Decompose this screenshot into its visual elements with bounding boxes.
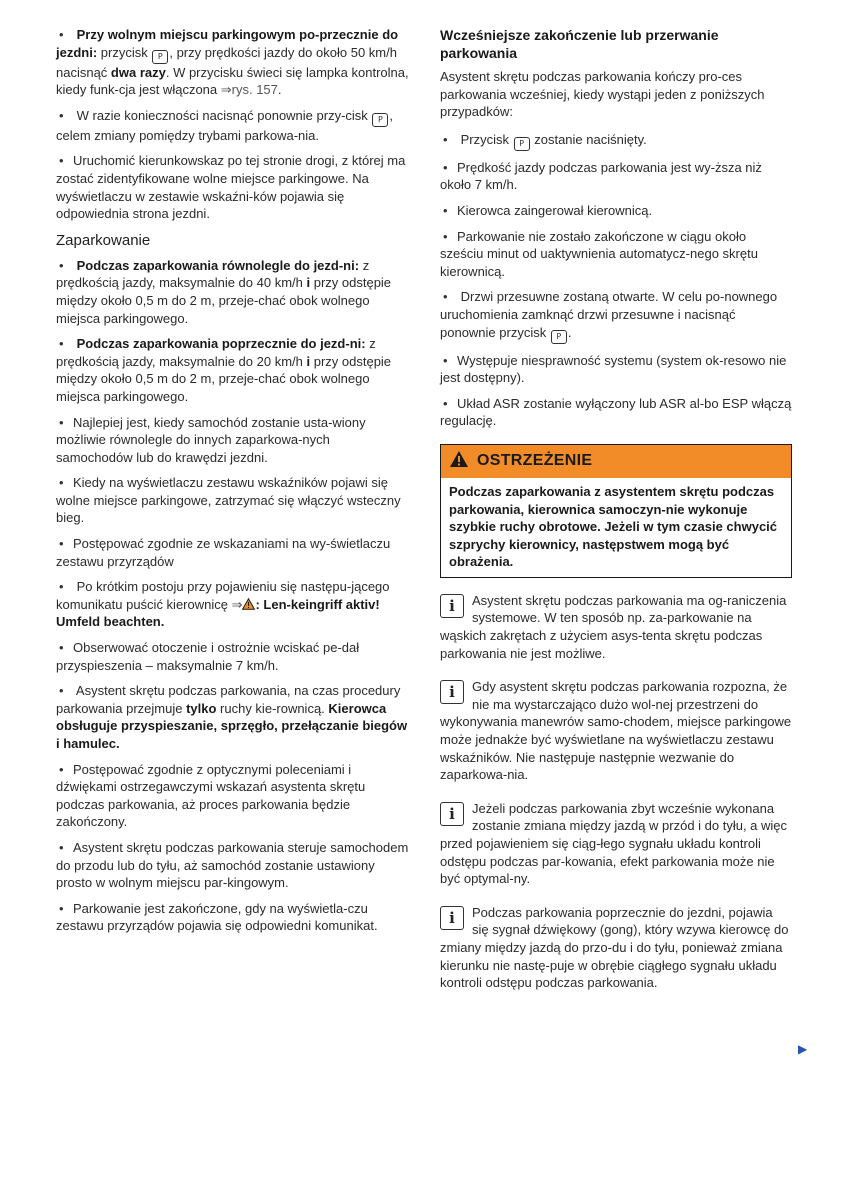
list-item: • Kierowca zaingerował kierownicą. xyxy=(440,202,792,220)
list-item: • Podczas zaparkowania poprzecznie do jezd-ni: z prędkością jazdy, maksymalnie do 20 km/h i przy odstępie między około 0,5 m do 2 m, przeje-chać obok wolnego miejsca parkingowego. xyxy=(56,335,410,405)
list-item: • Prędkość jazdy podczas parkowania jest wy-ższa niż około 7 km/h. xyxy=(440,159,792,194)
park-assist-button-icon: P xyxy=(514,137,530,151)
list-item: • Postępować zgodnie z optycznymi poleceniami i dźwiękami ostrzegawczymi wskazań asystenta skrętu podczas parkowania, aż proces parkowania będzie zakończony. xyxy=(56,761,410,831)
bold-lead: Przy wolnym miejscu parkingowym po-przecznie do jezdni: xyxy=(56,27,399,60)
info-icon: i xyxy=(440,802,464,826)
park-assist-button-icon: P xyxy=(372,113,388,127)
intro-text: Asystent skrętu podczas parkowania kończy pro-ces parkowania wcześniej, kiedy wystąpi jeden z poniższych przypadków: xyxy=(440,69,765,120)
list-item: • Asystent skrętu podczas parkowania, na czas procedury parkowania przejmuje tylko ruchy kie-rownicą. Kierowca obsługuje przyspieszanie, sprzęgło, przełączanie biegów i hamulec. xyxy=(56,682,410,752)
park-assist-button-icon: P xyxy=(551,330,567,344)
list-item: • Parkowanie jest zakończone, gdy na wyświetla-czu zestawu przyrządów pojawia się odpowiedni komunikat. xyxy=(56,900,410,935)
list-item: • Kiedy na wyświetlaczu zestawu wskaźników pojawi się wolne miejsce parkingowe, zatrzymać się włączyć wsteczny bieg. xyxy=(56,474,410,527)
park-assist-button-icon: P xyxy=(152,50,168,64)
warning-title: OSTRZEŻENIE xyxy=(477,452,593,470)
list-item: • Drzwi przesuwne zostaną otwarte. W celu po-nownego uruchomienia zamknąć drzwi przesuwne i nacisnąć ponownie przycisk P . xyxy=(440,288,792,343)
info-note: i Gdy asystent skrętu podczas parkowania rozpozna, że nie ma wystarczająco dużo wol-nej przestrzeni do wykonywania manewrów samo-chodem, miejsce parkingowe może jednakże być wyświetlane na wyświetlaczu zestawu wskaźników. Nie następuje następnie wezwanie do zaparkowa-nia. xyxy=(440,679,792,783)
list-item: • Asystent skrętu podczas parkowania steruje samochodem do przodu lub do tyłu, aż samochód zostanie ustawiony prosto w wolnym miejscu par-kingowym. xyxy=(56,839,410,892)
warning-reference[interactable]: ⇒ xyxy=(231,596,243,612)
info-icon: i xyxy=(440,906,464,930)
list-item: • Występuje niesprawność systemu (system ok-resowo nie jest dostępny). xyxy=(440,352,792,387)
figure-reference[interactable]: ⇒rys. 157 xyxy=(220,82,278,98)
list-item: • Układ ASR zostanie wyłączony lub ASR al-bo ESP włączą regulację. xyxy=(440,395,792,430)
continue-arrow-icon[interactable]: ▶ xyxy=(798,1042,808,1056)
info-icon: i xyxy=(440,594,464,618)
warning-text: Podczas zaparkowania z asystentem skrętu podczas parkowania, kierownica samoczyn-nie wykonuje szybkie ruchy obrotowe. Jeżeli w tym czasie chwycić szprychy kierownicy, następstwem mogą być obrażenia. xyxy=(449,483,778,570)
warning-header xyxy=(441,445,791,478)
list-item: • Parkowanie nie zostało zakończone w ciągu około sześciu minut od uaktywnienia automatycz-nego skrętu kierownicą. xyxy=(440,228,792,281)
list-item: • Przy wolnym miejscu parkingowym po-przecznie do jezdni: przycisk P , przy prędkości jazdy do około 50 km/h nacisnąć dwa razy. W przycisku świeci się lampka kontrolna, kiedy funk-cja jest włączona ⇒rys. 157. xyxy=(56,26,410,99)
left-column xyxy=(56,26,410,943)
list-item: • Uruchomić kierunkowskaz po tej stronie drogi, z której ma zostać zidentyfikowane wolne miejsce parkingowe. Na wyświetlaczu w zestawie wskaźni-ków pojawia się odpowiednia strona jezdni. xyxy=(56,152,410,222)
section-heading: Zaparkowanie xyxy=(56,231,151,249)
info-note: i Podczas parkowania poprzecznie do jezdni, pojawia się sygnał dźwiękowy (gong), który wzywa kierowcę do zmiany między jazdą do przo-du i do tyłu, ponieważ zmiana kierunku nie nastę-puje w obrębie ciągłego sygnału układu kontroli odstępu podczas parkowania. xyxy=(440,904,789,991)
list-item: • Najlepiej jest, kiedy samochód zostanie usta-wiony możliwie równolegle do innych zaparkowa-nych samochodów lub do krawędzi jezdni. xyxy=(56,414,410,467)
list-item: • Przycisk P zostanie naciśnięty. xyxy=(440,131,792,151)
list-item: • Postępować zgodnie ze wskazaniami na wy-świetlaczu zestawu przyrządów xyxy=(56,535,410,570)
list-item: • Obserwować otoczenie i ostrożnie wciskać pe-dał przyspieszenia – maksymalnie 7 km/h. xyxy=(56,639,410,674)
warning-triangle-icon xyxy=(242,597,255,612)
list-item: • Po krótkim postoju przy pojawieniu się następu-jącego komunikatu puścić kierownicę ⇒ : Len-keingriff aktiv! Umfeld beachten. xyxy=(56,578,410,631)
right-column xyxy=(440,26,792,1008)
list-item: • Podczas zaparkowania równolegle do jezd-ni: z prędkością jazdy, maksymalnie do 40 km/h i przy odstępie między około 0,5 m do 2 m, przeje-chać obok wolnego miejsca parkingowego. xyxy=(56,257,410,327)
list-item: • W razie konieczności nacisnąć ponownie przy-cisk P , celem zmiany pomiędzy trybami parkowa-nia. xyxy=(56,107,410,145)
warning-triangle-icon xyxy=(449,450,469,473)
warning-box xyxy=(440,444,792,578)
info-icon: i xyxy=(440,680,464,704)
info-note: i Asystent skrętu podczas parkowania ma og-raniczenia systemowe. W ten sposób np. za-parkowanie na wąskich zakrętach z użyciem asys-tenta skrętu podczas parkowania nie jest możliwe. xyxy=(440,592,787,661)
info-note: i Jeżeli podczas parkowania zbyt wcześnie wykonana zostanie zmiana między jazdą w przód i do tyłu, a więc przed pojawieniem się ciąg-łego sygnału układu kontroli odstępu podczas par-kowania, efekt parkowania może nie być optymal-ny. xyxy=(440,800,788,887)
section-heading: Wcześniejsze zakończenie lub przerwanie parkowania xyxy=(440,27,719,61)
